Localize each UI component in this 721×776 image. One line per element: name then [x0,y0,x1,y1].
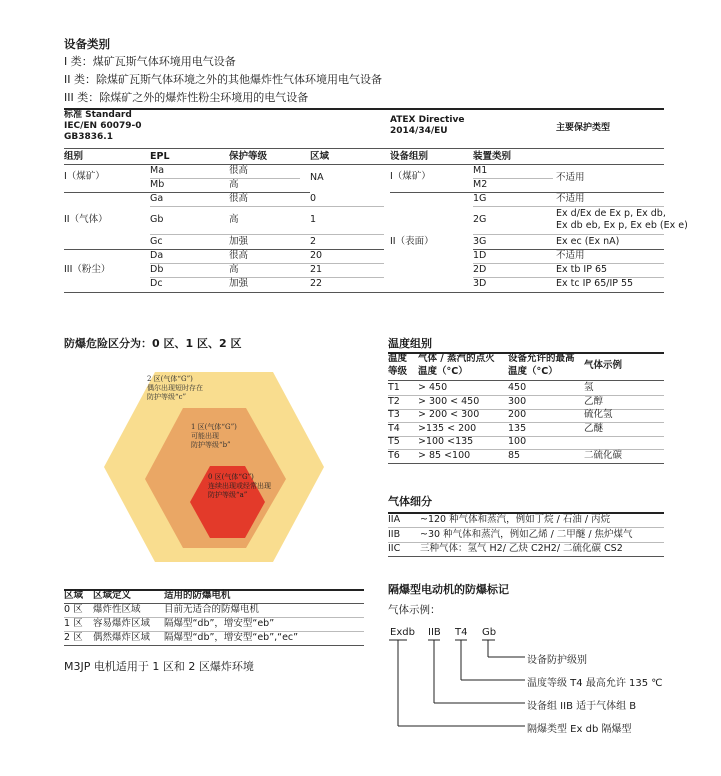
prot-2g: Ex d/Ex de Ex p, Ex db, Ex db eb, Ex p, Ex eb (Ex e) [556,208,688,231]
temp-row-cell: 二硫化碳 [584,449,623,461]
zone-row-0-def: 爆炸性区域 [93,604,141,615]
code-gb: Gb [482,627,497,638]
cat-1d: 1D [473,250,487,261]
prot-2d: Ex tb IP 65 [556,264,608,275]
prot-1d: 不适用 [556,250,585,261]
epl-dc: Dc [150,278,163,289]
level-mb: 高 [229,179,239,190]
dev-group-ii: II（表面） [390,236,434,247]
zone-row-1-def: 容易爆炸区域 [93,618,151,629]
temperature-title: 温度组别 [388,337,432,350]
temp-row-cell: 乙醇 [584,395,604,407]
cat-2d: 2D [473,264,487,275]
gas-iia-desc: ~120 种气体和蒸汽，例如丁烷 / 石油 / 丙烷 [420,514,611,525]
temp-row-class: T3 [388,409,400,420]
dev-group-i: I（煤矿） [390,171,431,182]
gas-title: 气体细分 [388,495,432,508]
cat-m2: M2 [473,179,488,190]
prot-1g: 不适用 [556,193,585,204]
label-device-group: 设备组 IIB 适于气体组 B [527,701,637,712]
zone-row-2-def: 偶然爆炸区域 [93,632,151,643]
zone-row-0-motor: 目前无适合的防爆电机 [164,604,260,615]
label-protection-level: 设备防护级别 [527,655,587,666]
zone-21: 21 [310,264,323,275]
marking-title: 隔爆型电动机的防爆标记 [388,583,509,596]
prot-3d: Ex tc IP 65/IP 55 [556,278,634,289]
level-gb: 高 [229,214,239,225]
prot-m1: 不适用 [556,172,585,183]
gas-iic: IIC [388,543,401,554]
zone-row-1: 1 区 [64,618,83,629]
cat-3g: 3G [473,236,487,247]
zone-1-label: 1 区(气体“G”) 可能出现 防护等级“b” [191,423,237,449]
cat-m1: M1 [473,165,488,176]
temp-col-max-2: 温度（°C） [508,366,558,377]
group-i: I（煤矿） [64,171,105,182]
standard-header: 标准 Standard IEC/EN 60079-0 GB3836.1 [64,110,142,142]
category-iii: III 类：除煤矿之外的爆炸性粉尘环境用的电气设备 [64,91,309,104]
gas-iib-desc: ~30 种气体和蒸汽，例如乙烯 / 二甲醚 / 焦炉煤气 [420,529,633,540]
zones-title: 防爆危险区分为：0 区、1 区、2 区 [64,337,242,350]
level-dc: 加强 [229,278,249,289]
group-iii: III（粉尘） [64,264,111,275]
temp-row-cell: >100 <135 [418,436,474,447]
temp-row-cell: 硫化氢 [584,409,613,420]
code-exdb: Exdb [390,627,415,638]
category-i: I 类：煤矿瓦斯气体环境用电气设备 [64,55,236,68]
zone-col-def: 区域定义 [93,590,132,601]
temp-row-cell: 135 [508,422,527,434]
temp-col-gas: 气体示例 [584,360,623,371]
temp-col-ignition: 气体 / 蒸汽的点火 [418,353,495,364]
zone-2-label: 2 区(气体“G”) 偶尔出现短时存在 防护等级“c” [147,375,203,401]
label-flameproof-type: 隔爆类型 Ex db 隔爆型 [527,724,632,735]
zone-na: NA [310,172,324,183]
zone-row-2-motor: 隔爆型“db”，增安型“eb”,“ec” [164,632,299,643]
col-device-group: 设备组别 [390,151,429,162]
temp-row-cell: > 85 <100 [418,449,471,461]
zone-row-1-motor: 隔爆型“db”，增安型“eb” [164,618,275,629]
col-level: 保护等级 [229,151,268,162]
level-db: 高 [229,264,239,275]
group-ii: II（气体） [64,214,108,225]
cat-2g: 2G [473,214,487,225]
temp-row-class: T2 [388,395,400,407]
temp-row-cell: 300 [508,395,527,407]
temp-row-cell: 乙醚 [584,422,604,434]
col-device-cat: 装置类别 [473,151,512,162]
col-zone: 区域 [310,151,330,162]
epl-ma: Ma [150,165,165,176]
temp-row-cell: 85 [508,449,521,461]
temp-row-cell: 200 [508,409,527,420]
zone-22: 22 [310,278,323,289]
temp-col-ignition-2: 温度（°C） [418,366,468,377]
zone-20: 20 [310,250,323,261]
temp-row-cell: > 300 < 450 [418,395,480,407]
level-ma: 很高 [229,165,249,176]
zone-row-0: 0 区 [64,604,83,615]
temp-row-cell: >135 < 200 [418,422,477,434]
label-temperature-class: 温度等级 T4 最高允许 135 ℃ [527,678,663,689]
epl-gb: Gb [150,214,164,225]
temp-row-cell: 氢 [584,382,594,393]
zone-col-motor: 适用的防爆电机 [164,590,231,601]
epl-mb: Mb [150,179,165,190]
categories-list [64,53,382,107]
zone-0-label: 0 区(气体“G”) 连续出现或经常出现 防护等级“a” [208,473,271,499]
temp-row-cell: 450 [508,382,527,393]
epl-gc: Gc [150,236,163,247]
zones-note: M3JP 电机适用于 1 区和 2 区爆炸环境 [64,660,254,673]
zone-2: 2 [310,236,317,247]
code-t4: T4 [455,627,468,638]
col-epl: EPL [150,151,170,162]
col-group: 组别 [64,151,84,162]
epl-db: Db [150,264,164,275]
cat-1g: 1G [473,193,487,204]
zone-0: 0 [310,193,317,204]
temp-row-class: T1 [388,382,400,393]
zone-1: 1 [310,214,317,225]
temp-row-cell: > 200 < 300 [418,409,480,420]
category-ii: II 类：除煤矿瓦斯气体环境之外的其他爆炸性气体环境用电气设备 [64,73,382,86]
prot-3g: Ex ec (Ex nA) [556,236,620,247]
gas-iia: IIA [388,514,401,525]
zone-col-zone: 区域 [64,590,84,601]
level-da: 很高 [229,250,249,261]
zone-hexagon-diagram [100,368,330,568]
temp-row-class: T6 [388,449,400,461]
temp-row-class: T5 [388,436,400,447]
protection-type-header: 主要保护类型 [556,123,611,133]
temp-col-class-2: 等级 [388,366,408,377]
atex-header: ATEX Directive 2014/34/EU [390,115,465,136]
gas-iic-desc: 三种气体：氢气 H2/ 乙炔 C2H2/ 二硫化碳 CS2 [420,543,623,554]
code-iib: IIB [428,627,441,638]
cat-3d: 3D [473,278,487,289]
temp-row-cell: > 450 [418,382,448,393]
temp-col-class: 温度 [388,353,408,364]
epl-ga: Ga [150,193,164,204]
temp-col-max: 设备允许的最高 [508,353,575,364]
marking-connector-lines [385,638,535,738]
temp-row-class: T4 [388,422,400,434]
categories-title: 设备类别 [64,37,110,51]
marking-subtitle: 气体示例： [388,604,441,616]
level-gc: 加强 [229,236,249,247]
gas-iib: IIB [388,529,401,540]
zone-row-2: 2 区 [64,632,83,643]
level-ga: 很高 [229,193,249,204]
epl-da: Da [150,250,164,261]
temp-row-cell: 100 [508,436,527,447]
